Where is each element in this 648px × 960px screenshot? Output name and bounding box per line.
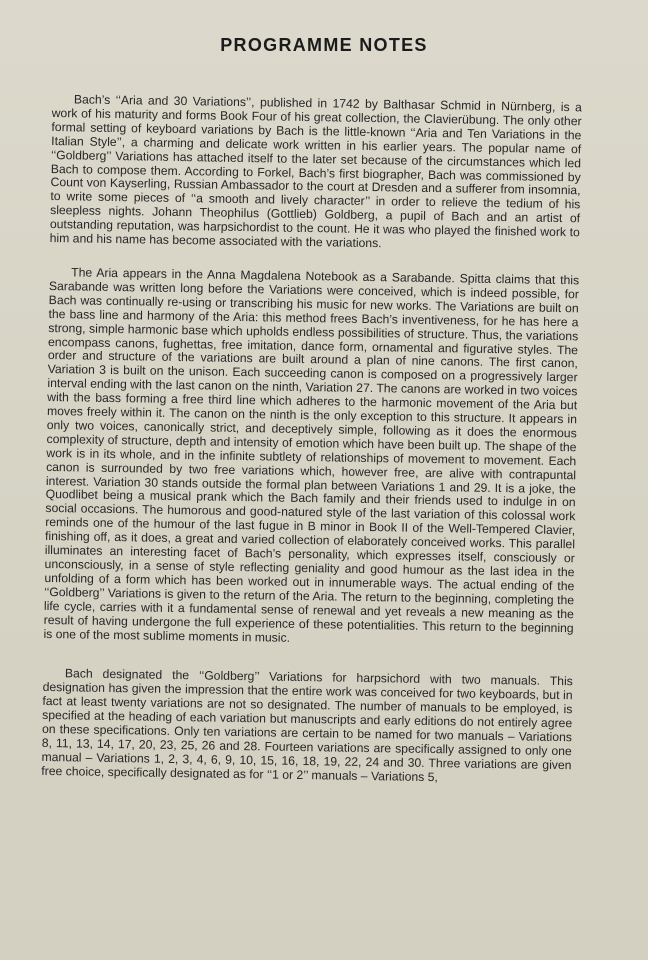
paragraph-3: Bach designated the ‘‘Goldberg’’ Variations for harpsichord with two manuals. This designation has given the impression that the entire work was conceived for two keyboards, but in fact at least twenty variations are not so designated. The number of manuals to be employed, is specified at the heading of each variation but manuscripts and early editions do not entirely agree on these specifications. Only ten variations are certain to be named for two manuals – Variations 8, 11, 13, 14, 17, 20, 23, 25, 26 and 28. Fourteen variations are specifically assigned to only one manual – Variations 1, 2, 3, 4, 6, 9, 10, 15, 16, 18, 19, 22, 24 and 30. Three variations are given free choice, specifically designated as for ‘‘1 or 2’’ manuals – Variations 5, — [41, 666, 573, 784]
paragraph-2: The Aria appears in the Anna Magdalena Notebook as a Sarabande. Spitta claims that this Sarabande was written long before the Variations were conceived, which is indeed possible, for Bach was continually re-using or transcribing his music for new works. The Variations are built on the bass line and harmony of the Aria: this method frees Bach’s inventiveness, for he has here a strong, simple harmonic base which upholds endless possibilities of structure. Thus, the variations encompass canons, fughettas, free imitation, dance form, ornamental and figurative styles. The order and structure of the variations are built around a plan of nine canons. The first canon, Variation 3 is built on the unison. Each succeeding canon is composed on a progressively larger interval ending with the last canon on the ninth, Variation 27. The canons are worked in two voices with the bass forming a free third line which adheres to the harmonic movement of the Aria but moves freely within it. The canon on the ninth is the only exception to this structure. It appears in only two voices, canonically strict, and deceptively simple, following as it does the enormous complexity of structure, depth and intensity of emotion which have been built up. The shape of the work is in its whole, and in the infinite subtlety of relationships of movement to movement. Each canon is surrounded by two free variations which, however free, are alive with contrapuntal interest. Variation 30 stands outside the formal plan between Variations 1 and 29. It is a joke, the Quodlibet being a musical prank which the Bach family and their friends used to indulge in on social occasions. The humorous and good-natured style of the last variation of this colossal work reminds one of the humour of the last fugue in B minor in Book II of the Well-Tempered Clavier, finishing off, as it does, a great and varied collection of elaborately conceived works. This parallel illuminates an interesting facet of Bach’s personality, which expresses itself, consciously or unconsciously, in a sense of style reflecting geniality and good humour as the last idea in the unfolding of a form which has been worked out in innumerable ways. The actual ending of the ‘‘Goldberg’’ Variations is given to the return of the Aria. The return to the beginning, completing the life cycle, carries with it a fundamental sense of renewal and yet reveals a new meaning as the result of having undergone the full experience of these potentialities. This return to the beginning is one of the most sublime moments in music. — [43, 265, 580, 645]
page-title: PROGRAMME NOTES — [220, 35, 428, 55]
document-body — [41, 93, 582, 807]
paragraph-1: Bach’s ‘‘Aria and 30 Variations’’, published in 1742 by Balthasar Schmid in Nürnberg, is a work of his maturity and forms Book Four of his great collection, the Clavierübung. The only other formal setting of keyboard variations by Bach is the little-known ‘‘Aria and Ten Variations in the Italian Style’’, a charming and delicate work written in his earlier years. The popular name of ‘‘Goldberg’’ Variations has attached itself to the later set because of the circumstances which led Bach to compose them. According to Forkel, Bach’s first biographer, Bach was commissioned by Count von Kayserling, Russian Ambassador to the court at Dresden and a sufferer from insomnia, to write some pieces of ‘‘a smooth and lively character’’ in order to relieve the tedium of his sleepless nights. Johann Theophilus (Gottlieb) Goldberg, a pupil of Bach and an artist of outstanding reputation, was harpsichordist to the count. He it was who played the finished work to him and his name has become associated with the variations. — [49, 92, 582, 251]
